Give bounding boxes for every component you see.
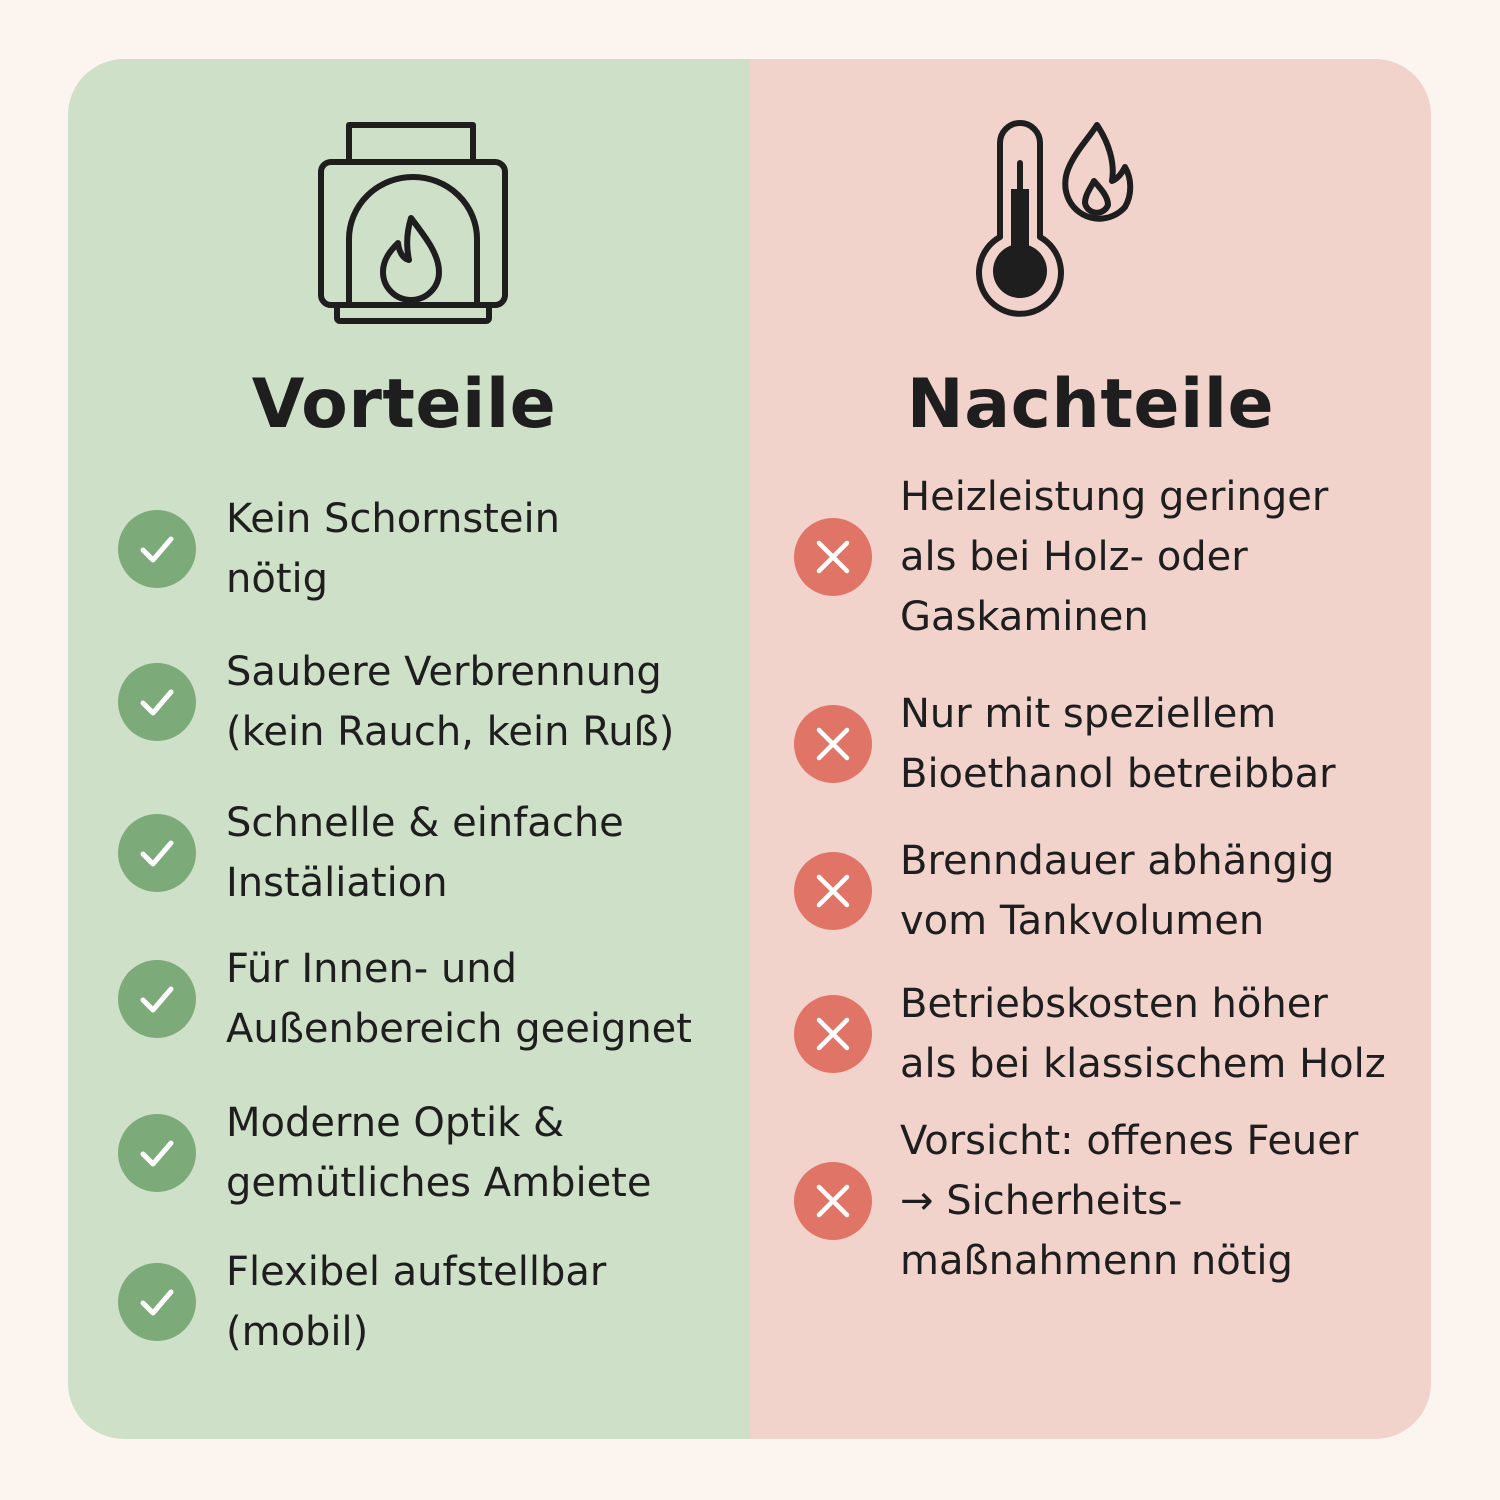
pros-item [118, 489, 738, 609]
cons-heading: Nachteile [906, 365, 1275, 444]
cons-item [794, 974, 1424, 1094]
pros-item-text: Flexibel aufstellbar (mobil) [226, 1249, 607, 1355]
pros-item [118, 793, 738, 913]
cons-item [794, 684, 1424, 804]
pros-item [118, 939, 738, 1059]
cons-item [794, 467, 1424, 647]
check-icon [118, 814, 196, 892]
cons-item-text: Betriebskosten höher als bei klassischem Holz [900, 981, 1386, 1087]
pros-item-text: Schnelle & einfache Instäliation [226, 800, 624, 906]
pros-item-text: Saubere Verbrennung (kein Rauch, kein Ruß) [226, 649, 675, 755]
cross-icon [794, 705, 872, 783]
fireplace-icon [315, 119, 515, 329]
check-icon [118, 960, 196, 1038]
cons-column [750, 59, 1431, 1439]
pros-item [118, 642, 738, 762]
pros-column [68, 59, 750, 1439]
pros-item-text: Für Innen- und Außenbereich geeignet [226, 946, 692, 1052]
check-icon [118, 663, 196, 741]
thermometer-flame-icon [976, 119, 1151, 329]
pros-heading: Vorteile [251, 365, 557, 444]
cons-item-text: Nur mit speziellem Bioethanol betreibbar [900, 691, 1336, 797]
check-icon [118, 1263, 196, 1341]
cross-icon [794, 852, 872, 930]
pros-item-text: Kein Schornstein nötig [226, 496, 560, 602]
cons-item [794, 1111, 1424, 1291]
pros-item [118, 1242, 738, 1362]
cons-item [794, 831, 1424, 951]
cross-icon [794, 1162, 872, 1240]
pros-item [118, 1093, 738, 1213]
pros-item-text: Moderne Optik & gemütliches Ambiete [226, 1100, 652, 1206]
cross-icon [794, 518, 872, 596]
cross-icon [794, 995, 872, 1073]
cons-item-text: Vorsicht: offenes Feuer → Sicherheits- maßnahmenn nötig [900, 1118, 1359, 1284]
check-icon [118, 1114, 196, 1192]
check-icon [118, 510, 196, 588]
comparison-card [68, 59, 1431, 1439]
cons-item-text: Heizleistung geringer als bei Holz- oder Gaskaminen [900, 474, 1329, 640]
cons-item-text: Brenndauer abhängig vom Tankvolumen [900, 838, 1335, 944]
